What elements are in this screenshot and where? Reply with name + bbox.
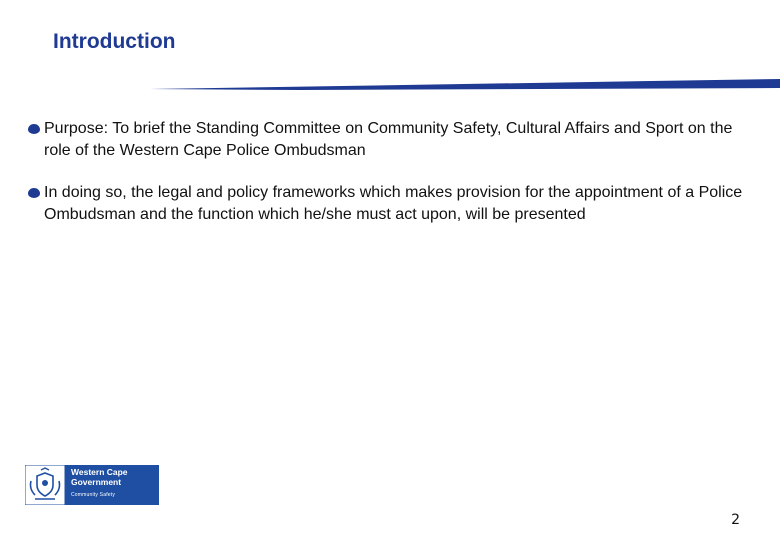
bullet-text: Purpose: To brief the Standing Committee on Community Safety, Cultural Affairs and Sport on the role of the Western Cape Police Ombudsman <box>44 120 733 159</box>
coat-of-arms-icon <box>25 465 65 505</box>
slide-title: Introduction <box>53 30 176 53</box>
title-underline <box>0 76 780 92</box>
page-number: 2 <box>731 512 740 528</box>
logo-text-panel <box>65 465 159 505</box>
logo-department: Community Safety <box>71 492 116 498</box>
logo-line-government: Government <box>71 476 122 487</box>
bullet-icon <box>28 188 40 198</box>
bullet-item-purpose <box>28 118 748 161</box>
western-cape-government-logo <box>25 465 159 505</box>
bullet-item-frameworks <box>28 182 748 225</box>
bullet-list <box>28 118 748 246</box>
logo-line-western-cape: Western Cape <box>71 467 128 477</box>
bullet-text: In doing so, the legal and policy frameworks which makes provision for the appointment of a Police Ombudsman and the function which he/she must act upon, will be presented <box>44 184 743 223</box>
bullet-icon <box>28 124 40 134</box>
